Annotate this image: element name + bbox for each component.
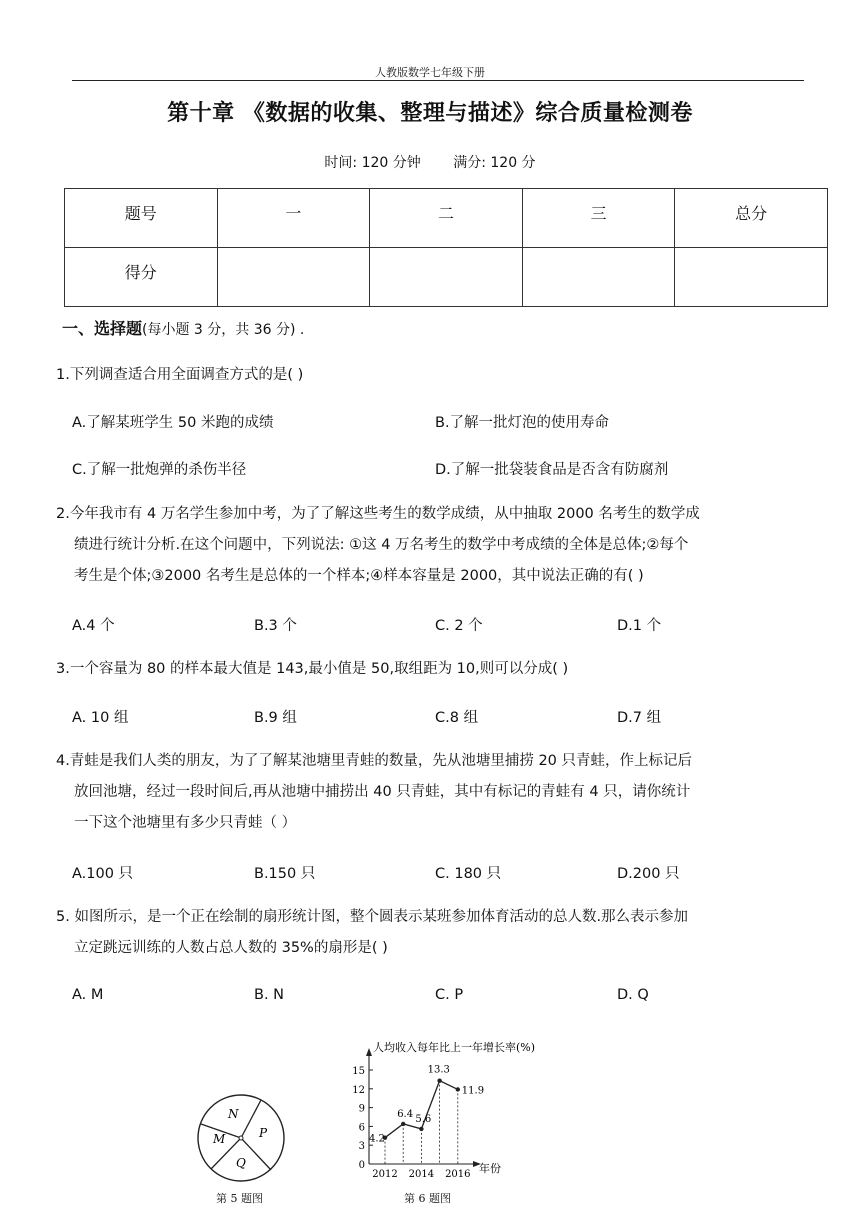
stem-line: 一下这个池塘里有多少只青蛙（ ） [74, 815, 297, 831]
data-point [456, 1087, 460, 1091]
stem-line: 考生是个体;③2000 名考生是总体的一个样本;④样本容量是 2000，其中说法正确的有( ) [74, 568, 644, 584]
x-axis-label: 年份 [479, 1162, 501, 1175]
question-3-stem [56, 654, 808, 685]
score-table-header-row [65, 189, 828, 248]
question-5-option-a[interactable]: A. M [72, 987, 104, 1003]
score-cell: 一 [217, 189, 370, 248]
score-input-cell[interactable] [217, 248, 370, 307]
score-input-cell[interactable] [675, 248, 828, 307]
question-2-stem [56, 499, 808, 592]
question-5-option-c[interactable]: C. P [435, 987, 464, 1003]
figure-5-caption: 第 5 题图 [216, 1192, 263, 1205]
figure-6-line-chart [345, 1036, 595, 1180]
question-4-option-b[interactable]: B.150 只 [254, 866, 316, 882]
question-1-option-c[interactable]: C.了解一批炮弹的杀伤半径 [72, 462, 247, 478]
data-point [401, 1122, 405, 1126]
y-tick-label: 15 [352, 1066, 365, 1077]
question-4-stem [56, 746, 808, 839]
y-tick-label: 0 [358, 1160, 365, 1171]
question-2-option-c[interactable]: C. 2 个 [435, 618, 483, 634]
time-limit: 时间: 120 分钟 [324, 155, 421, 171]
question-1-stem [56, 360, 808, 391]
pie-center [239, 1136, 243, 1140]
question-5-option-d[interactable]: D. Q [617, 987, 649, 1003]
question-3-option-d[interactable]: D.7 组 [617, 710, 662, 726]
score-cell: 总分 [675, 189, 828, 248]
data-label: 11.9 [461, 1085, 485, 1097]
chart-title: 人均收入每年比上一年增长率(%) [373, 1041, 536, 1054]
data-label: 6.4 [397, 1108, 414, 1120]
question-1-option-b[interactable]: B.了解一批灯泡的使用寿命 [435, 415, 610, 431]
score-input-cell[interactable] [522, 248, 675, 307]
score-cell: 二 [370, 189, 523, 248]
exam-info [0, 152, 860, 172]
stem-line: 5. 如图所示，是一个正在绘制的扇形统计图，整个圆表示某班参加体育活动的总人数.那么表示参加 [56, 909, 689, 925]
data-point [437, 1078, 441, 1082]
x-tick-label: 2014 [408, 1169, 435, 1180]
question-2-option-b[interactable]: B.3 个 [254, 618, 297, 634]
page-header: 人教版数学七年级下册 [375, 66, 485, 79]
section-note: (每小题 3 分，共 36 分) . [142, 322, 305, 338]
data-label: 13.3 [427, 1064, 450, 1076]
question-5-option-b[interactable]: B. N [254, 987, 285, 1003]
figure-6-caption: 第 6 题图 [404, 1192, 451, 1205]
question-2-option-a[interactable]: A.4 个 [72, 618, 115, 634]
sector-label-p: P [259, 1126, 268, 1140]
score-table-score-row [65, 248, 828, 307]
stem-line: 3.一个容量为 80 的样本最大值是 143,最小值是 50,取组距为 10,则可以分成( ) [56, 661, 569, 677]
question-4-option-a[interactable]: A.100 只 [72, 866, 134, 882]
y-tick-label: 9 [358, 1103, 365, 1115]
page-title: 第十章 《数据的收集、整理与描述》综合质量检测卷 [167, 101, 693, 126]
y-tick-label: 6 [358, 1122, 365, 1134]
question-4-option-c[interactable]: C. 180 只 [435, 866, 502, 882]
question-3-option-b[interactable]: B.9 组 [254, 710, 297, 726]
question-4-option-d[interactable]: D.200 只 [617, 866, 680, 882]
y-tick-label: 3 [358, 1141, 365, 1153]
question-2-option-d[interactable]: D.1 个 [617, 618, 662, 634]
sector-label-q: Q [236, 1156, 246, 1170]
stem-line: 1.下列调查适合用全面调查方式的是( ) [56, 367, 304, 383]
figure-5-pie-diagram [195, 1090, 295, 1190]
data-label: 5.6 [415, 1113, 432, 1125]
stem-line: 放回池塘，经过一段时间后,再从池塘中捕捞出 40 只青蛙，其中有标记的青蛙有 4 只，请你统计 [74, 784, 691, 800]
score-cell: 得分 [65, 248, 218, 307]
question-1-option-d[interactable]: D.了解一批袋装食品是否含有防腐剂 [435, 462, 669, 478]
score-input-cell[interactable] [370, 248, 523, 307]
question-1-option-a[interactable]: A.了解某班学生 50 米跑的成绩 [72, 415, 274, 431]
x-tick-label: 2012 [372, 1169, 398, 1180]
score-cell: 三 [522, 189, 675, 248]
data-point [419, 1127, 423, 1131]
question-3-option-c[interactable]: C.8 组 [435, 710, 479, 726]
full-score: 满分: 120 分 [453, 155, 536, 171]
question-5-stem [56, 902, 808, 964]
stem-line: 绩进行统计分析.在这个问题中，下列说法: ①这 4 万名考生的数学中考成绩的全体是总体;②每个 [74, 537, 689, 553]
section-title: 一、选择题 [62, 319, 143, 338]
sector-label-m: M [213, 1132, 226, 1146]
sector-label-n: N [228, 1107, 239, 1121]
y-axis-arrow [366, 1048, 372, 1056]
score-table [64, 188, 828, 307]
stem-line: 立定跳远训练的人数占总人数的 35%的扇形是( ) [74, 940, 388, 956]
question-3-option-a[interactable]: A. 10 组 [72, 710, 129, 726]
pie-divider [241, 1100, 261, 1138]
stem-line: 2.今年我市有 4 万名学生参加中考，为了了解这些考生的数学成绩，从中抽取 2000 名考生的数学成 [56, 506, 700, 522]
score-cell: 题号 [65, 189, 218, 248]
data-label: 4.2 [369, 1133, 385, 1145]
y-tick-label: 12 [352, 1084, 365, 1096]
section-heading [62, 316, 304, 339]
x-tick-label: 2016 [445, 1169, 471, 1180]
stem-line: 4.青蛙是我们人类的朋友，为了了解某池塘里青蛙的数量，先从池塘里捕捞 20 只青蛙，作上标记后 [56, 753, 692, 769]
header-rule [72, 80, 804, 81]
